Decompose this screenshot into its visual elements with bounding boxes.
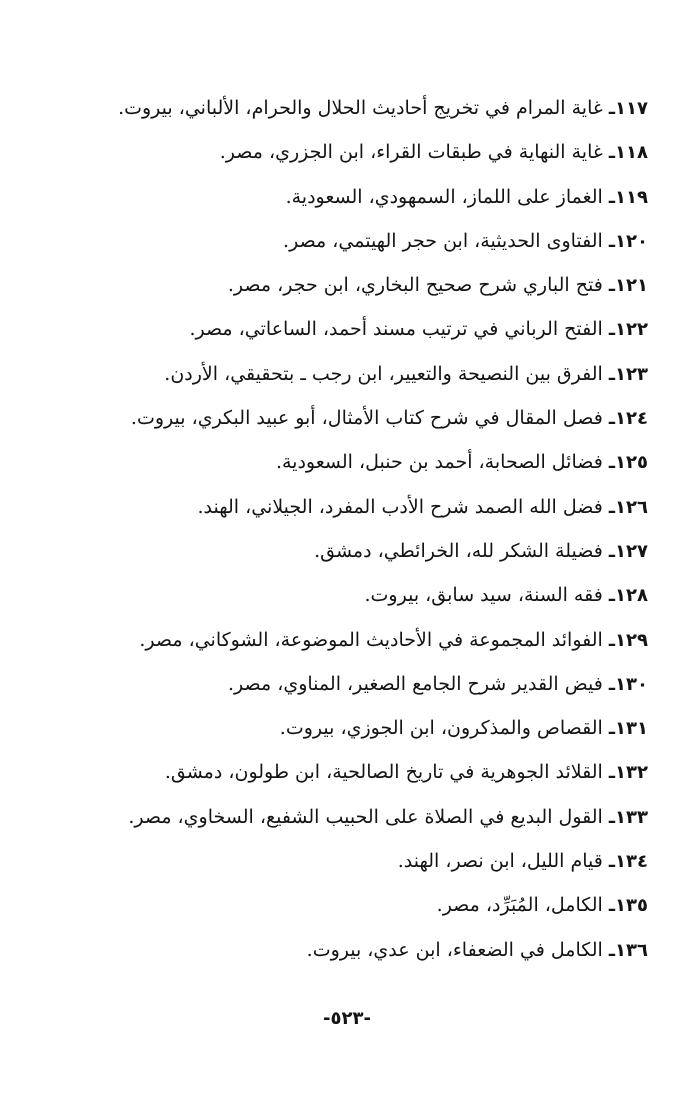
bibliography-entry: [139, 620, 648, 664]
entry-number: ١٢٦ـ: [608, 496, 648, 518]
entry-text: الفتاوى الحديثية، ابن حجر الهيتمي، مصر.: [283, 229, 603, 252]
entry-text: الغماز على اللماز، السمهودي، السعودية.: [285, 185, 603, 208]
bibliography-entry: [148, 309, 648, 353]
entry-text: فقه السنة، سيد سابق، بيروت.: [364, 584, 603, 607]
entry-number: ١٢٠ـ: [608, 230, 648, 252]
entry-text: الفوائد المجموعة في الأحاديث الموضوعة، الشوكاني، مصر.: [139, 628, 603, 651]
entry-text: القلائد الجوهرية في تاريخ الصالحية، ابن طولون، دمشق.: [164, 761, 603, 784]
entry-text: القصاص والمذكرون، ابن الجوزي، بيروت.: [279, 717, 603, 740]
entry-number: ١٢١ـ: [608, 275, 648, 297]
entry-text: فضل الله الصمد شرح الأدب المفرد، الجيلاني، الهند.: [197, 495, 603, 518]
bibliography-entry: [148, 752, 648, 796]
entry-text: فضيلة الشكر لله، الخرائطي، دمشق.: [314, 539, 603, 562]
entry-text: الكامل في الضعفاء، ابن عدي، بيروت.: [306, 938, 603, 961]
bibliography-entry: [148, 132, 648, 176]
entry-number: ١٢٤ـ: [608, 408, 648, 430]
entry-number: ١٣٥ـ: [608, 895, 648, 917]
entry-number: ١٢٨ـ: [608, 585, 648, 607]
entry-number: ١٣٣ـ: [608, 806, 648, 828]
bibliography-entry: [148, 442, 648, 486]
bibliography-entry: [128, 797, 648, 841]
bibliography-entry: [148, 885, 648, 929]
bibliography-entry: [148, 575, 648, 619]
entry-number: ١١٨ـ: [608, 142, 648, 164]
entry-text: قيام الليل، ابن نصر، الهند.: [397, 850, 603, 873]
entry-text: الفتح الرباني في ترتيب مسند أحمد، الساعاتي، مصر.: [189, 318, 603, 341]
entry-text: الفرق بين النصيحة والتعيير، ابن رجب ـ بتحقيقي، الأردن.: [164, 362, 603, 385]
entry-number: ١١٧ـ: [608, 98, 648, 119]
entry-number: ١٣٤ـ: [608, 851, 648, 873]
entry-number: ١١٩ـ: [608, 186, 648, 208]
entry-text: فضائل الصحابة، أحمد بن حنبل، السعودية.: [275, 451, 603, 474]
entry-number: ١٣٦ـ: [608, 939, 648, 961]
entry-text: القول البديع في الصلاة على الحبيب الشفيع، السخاوي، مصر.: [128, 805, 603, 828]
entry-text: فيض القدير شرح الجامع الصغير، المناوي، مصر.: [228, 672, 603, 695]
entry-number: ١٢٩ـ: [608, 629, 648, 651]
entry-text: غاية المرام في تخريج أحاديث الحلال والحرام، الألباني، بيروت.: [118, 97, 603, 119]
entry-text: فتح الباري شرح صحيح البخاري، ابن حجر، مصر.: [227, 274, 603, 297]
bibliography-entry: [148, 354, 648, 398]
bibliography-entry: [148, 664, 648, 708]
bibliography-entry: [118, 88, 648, 132]
entry-text: الكامل، المُبَرِّد، مصر.: [436, 894, 603, 917]
entry-number: ١٣٠ـ: [608, 673, 648, 695]
bibliography-entry: [148, 708, 648, 752]
page-number: -٥٢٣-: [323, 1008, 371, 1029]
entry-number: ١٣٢ـ: [608, 762, 648, 784]
entry-number: ١٣١ـ: [608, 718, 648, 740]
bibliography-entry: [148, 221, 648, 265]
entry-number: ١٢٧ـ: [608, 540, 648, 562]
entry-text: غاية النهاية في طبقات القراء، ابن الجزري، مصر.: [219, 141, 603, 164]
bibliography-entry: [148, 841, 648, 885]
entry-number: ١٢٥ـ: [608, 452, 648, 474]
bibliography-entry: [148, 487, 648, 531]
entry-number: ١٢٢ـ: [608, 319, 648, 341]
bibliography-list: [118, 88, 648, 974]
entry-number: ١٢٣ـ: [608, 363, 648, 385]
bibliography-entry: [148, 930, 648, 974]
bibliography-entry: [148, 265, 648, 309]
entry-text: فصل المقال في شرح كتاب الأمثال، أبو عبيد البكري، بيروت.: [130, 407, 603, 430]
bibliography-entry: [148, 531, 648, 575]
bibliography-entry: [130, 398, 648, 442]
bibliography-entry: [148, 177, 648, 221]
